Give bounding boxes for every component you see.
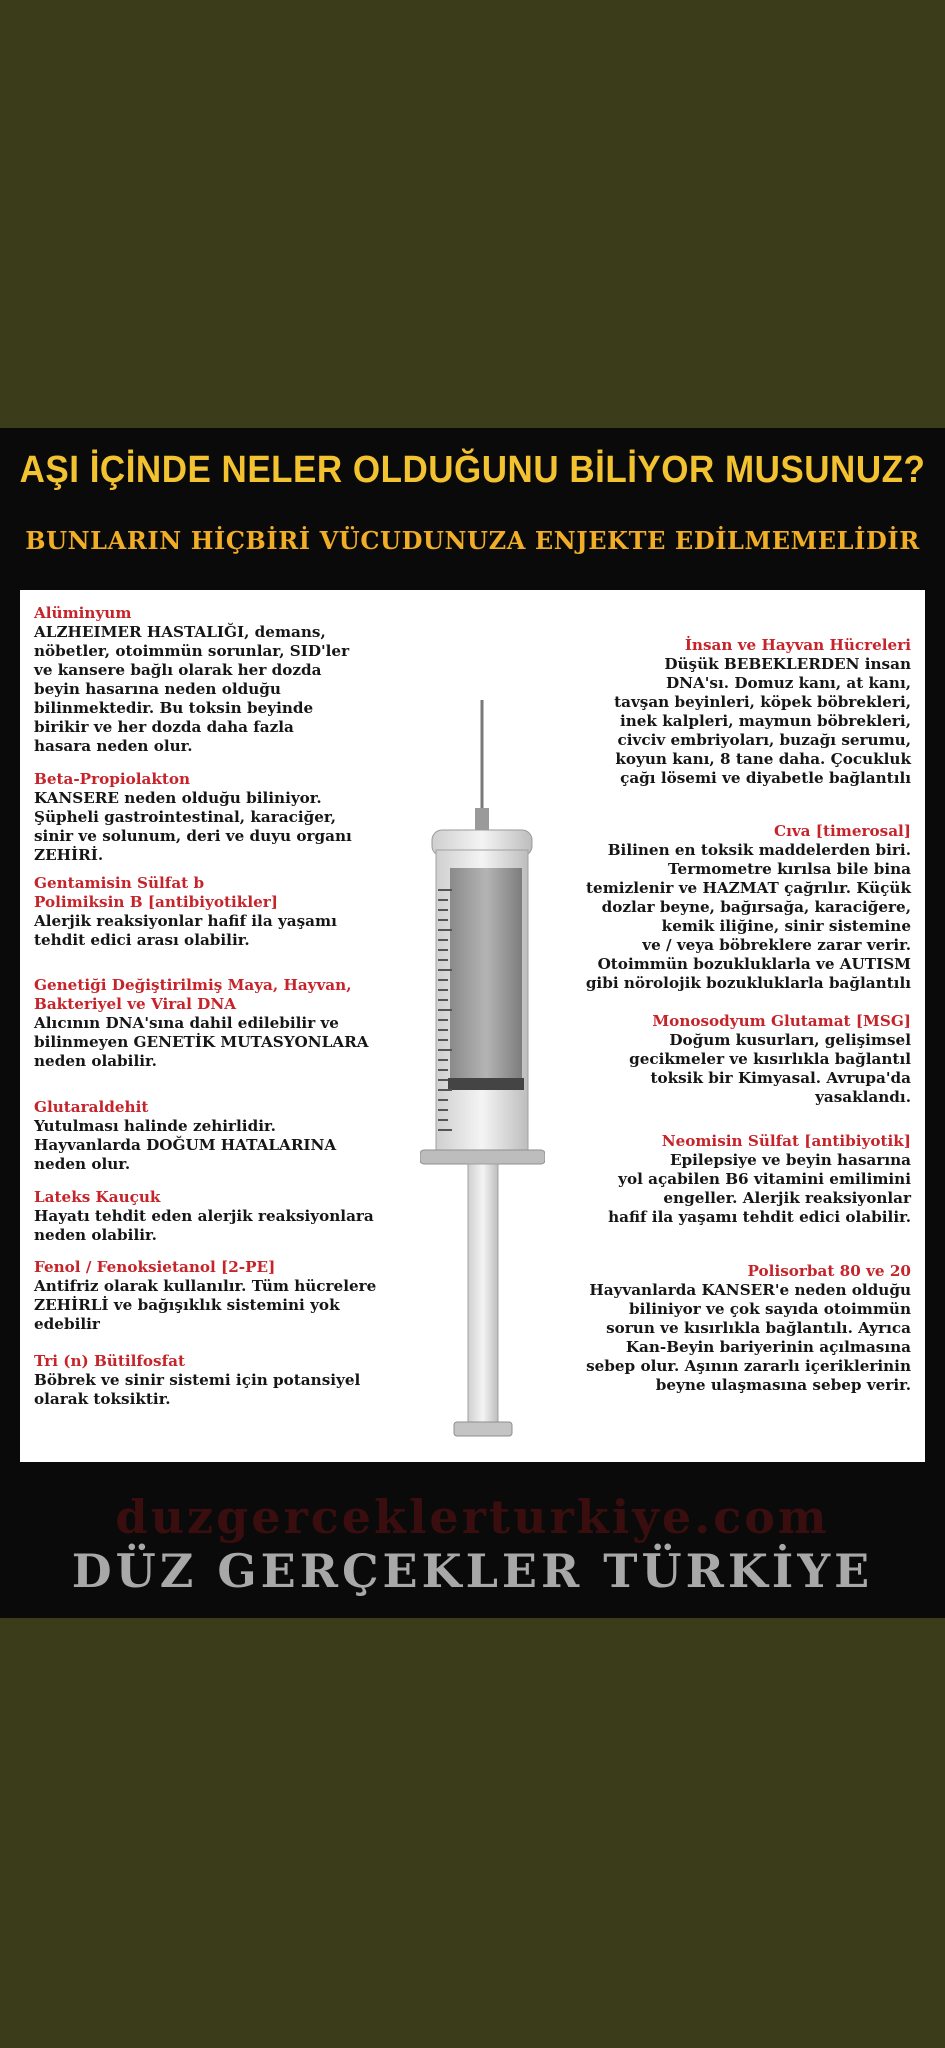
- ingredient-body: Böbrek ve sinir sistemi için potansiyel olarak toksiktir.: [34, 1371, 361, 1408]
- ingredient-heading: İnsan ve Hayvan Hücreleri: [684, 636, 911, 654]
- ingredient-heading: Alüminyum: [34, 604, 132, 622]
- content-panel: [20, 590, 925, 1462]
- ingredient-body: Hayatı tehdit eden alerjik reaksiyonlara neden olabilir.: [34, 1207, 374, 1244]
- ingredient-body: Hayvanlarda KANSER'e neden olduğu biliniyor ve çok sayıda otoimmün sorun ve kısırlıkla bağlantılı. Ayrıca Kan-Beyin bariyerinin açılmasına sebep olur. Aşının zararlı içeriklerinin beyne ulaşmasına sebep verir.: [586, 1281, 911, 1394]
- ingredient-heading: Beta-Propiolakton: [34, 770, 191, 788]
- ingredient-body: Düşük BEBEKLERDEN insan DNA'sı. Domuz kanı, at kanı, tavşan beyinleri, köpek böbrekleri, inek kalpleri, maymun böbrekleri, civciv embriyoları, buzağı serumu, koyun kanı, 8 tane daha. Çocukluk çağı lösemi ve diyabetle bağlantılı: [614, 655, 911, 787]
- ingredient-heading: Cıva [timerosal]: [774, 822, 911, 840]
- poster-subtitle: BUNLARIN HİÇBİRİ VÜCUDUNUZA ENJEKTE EDİLMEMELİDİR: [25, 526, 920, 555]
- ingredient-body: Alıcının DNA'sına dahil edilebilir ve bilinmeyen GENETİK MUTASYONLARA neden olabilir.: [34, 1014, 369, 1070]
- ingredient-glutaraldehyde: [34, 1098, 406, 1174]
- ingredient-tributyl-phosphate: [34, 1352, 406, 1409]
- ingredient-heading: Tri (n) Bütilfosfat: [34, 1352, 185, 1370]
- ingredient-body: KANSERE neden olduğu biliniyor. Şüpheli gastrointestinal, karaciğer, sinir ve solunum, deri ve duyu organı ZEHİRİ.: [34, 789, 352, 864]
- ingredient-neomycin: [533, 1132, 911, 1227]
- ingredient-body: Antifriz olarak kullanılır. Tüm hücrelere ZEHİRLİ ve bağışıklık sistemini yok edebilir: [34, 1277, 377, 1333]
- ingredient-body: Alerjik reaksiyonlar hafif ila yaşamı tehdit edici arası olabilir.: [34, 912, 337, 949]
- ingredient-heading: Glutaraldehit: [34, 1098, 149, 1116]
- syringe-illustration: [420, 700, 545, 1440]
- ingredient-body: Epilepsiye ve beyin hasarına yol açabilen B6 vitamini emilimini engeller. Alerjik reaksiyonlar hafif ila yaşamı tehdit edici olabilir.: [608, 1151, 911, 1226]
- ingredient-msg: [533, 1012, 911, 1107]
- ingredient-heading: Neomisin Sülfat [antibiyotik]: [661, 1132, 911, 1150]
- ingredient-human-animal-cells: [533, 636, 911, 788]
- watermark-site: duzgerceklerturkiye.com: [115, 1490, 830, 1544]
- ingredient-phenol: [34, 1258, 406, 1334]
- ingredient-aluminium: [34, 604, 406, 756]
- brand-footer: DÜZ GERÇEKLER TÜRKİYE: [71, 1544, 874, 1598]
- ingredient-gmo-dna: [34, 976, 406, 1071]
- ingredient-polysorbate: [533, 1262, 911, 1395]
- ingredient-body: ALZHEIMER HASTALIĞI, demans, nöbetler, otoimmün sorunlar, SID'ler ve kansere bağlı olarak her dozda beyin hasarına neden olduğu bilinmektedir. Bu toksin beyinde birikir ve her dozda daha fazla hasara neden olur.: [34, 623, 350, 755]
- ingredient-heading: Gentamisin Sülfat b Polimiksin B [antibiyotikler]: [34, 874, 278, 911]
- ingredient-heading: Genetiği Değiştirilmiş Maya, Hayvan, Bakteriyel ve Viral DNA: [34, 976, 352, 1013]
- ingredient-heading: Lateks Kauçuk: [34, 1188, 161, 1206]
- infographic-poster: [0, 428, 945, 1618]
- ingredient-latex: [34, 1188, 406, 1245]
- ingredient-mercury: [533, 822, 911, 993]
- ingredient-heading: Polisorbat 80 ve 20: [747, 1262, 911, 1280]
- ingredient-body: Bilinen en toksik maddelerden biri. Termometre kırılsa bile bina temizlenir ve HAZMAT çağrılır. Küçük dozlar beyne, bağırsağa, karaciğere, kemik iliğine, sinir sistemine ve / veya böbreklere zarar verir. Otoimmün bozukluklarla ve AUTISM gibi nörolojik bozukluklarla bağlantılı: [585, 841, 911, 992]
- ingredient-gentamicin: [34, 874, 406, 950]
- poster-title: AŞI İÇİNDE NELER OLDUĞUNU BİLİYOR MUSUNUZ?: [19, 448, 926, 491]
- ingredient-heading: Monosodyum Glutamat [MSG]: [652, 1012, 911, 1030]
- ingredient-body: Yutulması halinde zehirlidir. Hayvanlarda DOĞUM HATALARINA neden olur.: [34, 1117, 337, 1173]
- ingredient-beta-propiolactone: [34, 770, 406, 865]
- ingredient-body: Doğum kusurları, gelişimsel gecikmeler ve kısırlıkla bağlantıl toksik bir Kimyasal. Avrupa'da yasaklandı.: [629, 1031, 911, 1106]
- ingredient-heading: Fenol / Fenoksietanol [2-PE]: [34, 1258, 276, 1276]
